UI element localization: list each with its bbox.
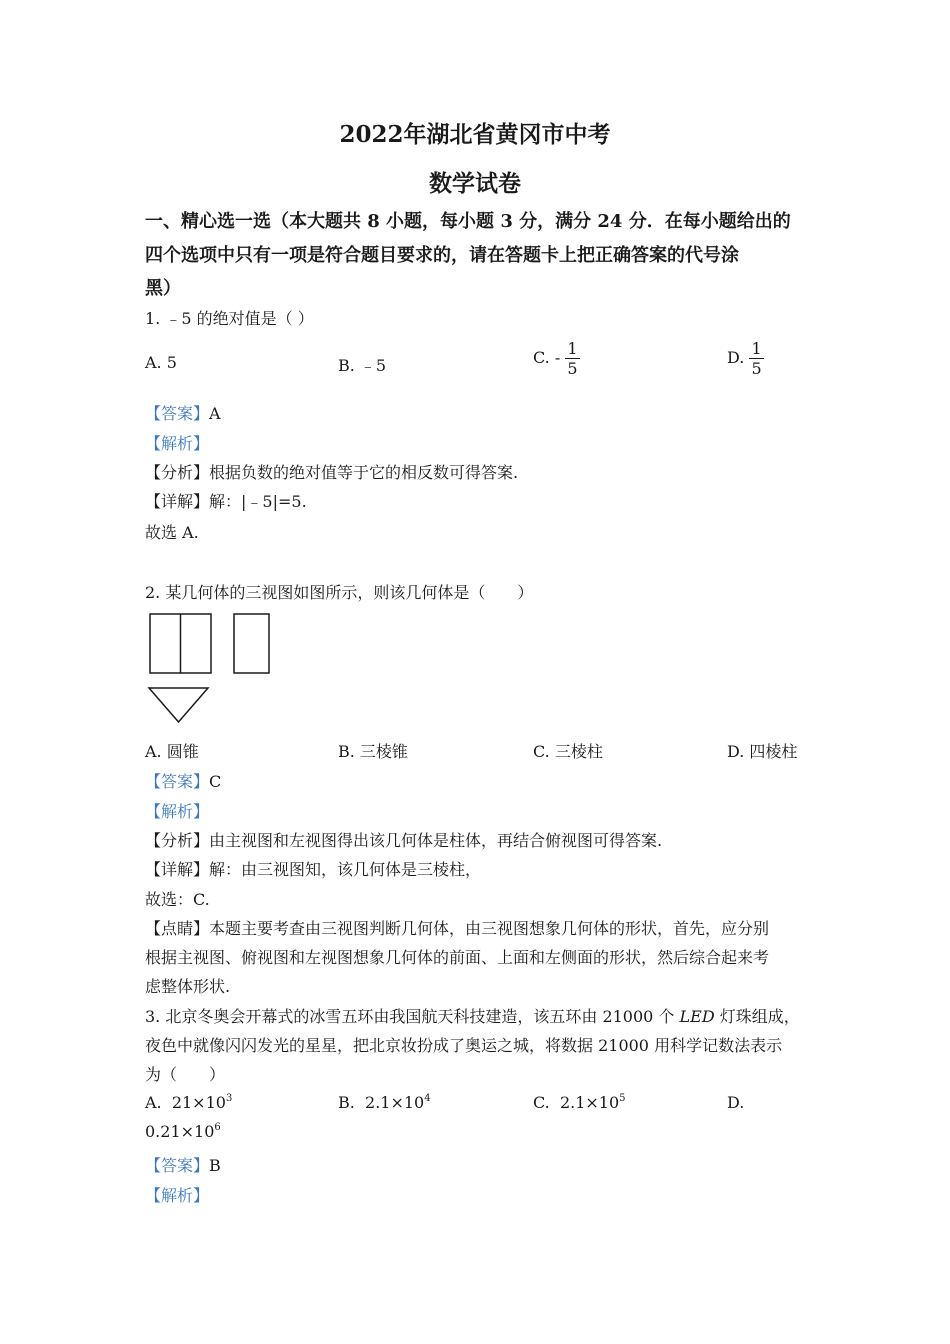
q3-jiexi-label: 【解析】: [145, 1186, 210, 1205]
section-heading-line-2: 四个选项中只有一项是符合题目要求的，请在答题卡上把正确答案的代号涂: [145, 245, 739, 266]
analysis-label: 【分析】: [145, 831, 210, 850]
section-heading-line-3: 黑）: [145, 278, 181, 299]
q3-option-c-exp: 5: [619, 1093, 626, 1104]
q1-option-d-numerator: 1: [751, 339, 762, 358]
q3-option-b: [338, 1093, 431, 1112]
q1-stem: 1. ﹣5 的绝对值是（ ）: [145, 309, 314, 328]
q1-answer-value: A: [209, 404, 221, 423]
answer-label: 【答案】: [145, 1156, 210, 1175]
q3-option-d-base: 0.21×10: [145, 1122, 215, 1141]
q1-option-d: [727, 339, 764, 378]
q3-answer: [145, 1153, 221, 1176]
q3-option-c-label: C.: [533, 1093, 550, 1112]
q3-option-a-base: 21×10: [171, 1093, 226, 1112]
q1-option-d-prefix: D.: [727, 348, 745, 367]
q1-option-c-fraction: [565, 339, 579, 378]
page-subtitle: 数学试卷: [429, 170, 521, 197]
detail-label: 【详解】: [145, 492, 210, 511]
analysis-label: 【分析】: [145, 463, 210, 482]
q2-comment-text-1: 本题主要考查由三视图判断几何体，由三视图想象几何体的形状，首先，应分别: [209, 919, 770, 938]
q1-analysis-text: 根据负数的绝对值等于它的相反数可得答案.: [209, 463, 519, 482]
q1-conclusion: 故选 A.: [145, 523, 199, 542]
answer-label: 【答案】: [145, 404, 210, 423]
q3-stem-line-3: 为（ ）: [145, 1065, 226, 1084]
q3-stem-line-2: 夜色中就像闪闪发光的星星，把北京妆扮成了奥运之城，将数据 21000 用科学记数法表示: [145, 1036, 783, 1055]
detail-label: 【详解】: [145, 860, 210, 879]
q3-option-d-label: D.: [727, 1093, 745, 1112]
side-view: [234, 614, 269, 673]
q3-option-b-exp: 4: [424, 1093, 431, 1104]
q2-detail: [145, 857, 481, 880]
q2-detail-text: 解：由三视图知，该几何体是三棱柱，: [209, 860, 482, 879]
q3-option-b-label: B.: [338, 1093, 355, 1112]
q1-option-c-numerator: 1: [567, 339, 578, 358]
q1-option-c-denominator: 5: [567, 359, 578, 378]
q1-analysis: [145, 460, 518, 483]
q2-option-a: A. 圆锥: [145, 742, 199, 761]
q2-answer: [145, 769, 221, 792]
q2-comment-line-2: 根据主视图、俯视图和左视图想象几何体的前面、上面和左侧面的形状，然后综合起来考: [145, 948, 770, 967]
q3-stem-line-1: [145, 1004, 800, 1027]
q2-analysis: [145, 828, 662, 851]
q3-stem-pre: 3. 北京冬奥会开幕式的冰雪五环由我国航天科技建造，该五环由 21000 个: [145, 1007, 680, 1026]
q3-option-c-base: 2.1×10: [559, 1093, 620, 1112]
q3-answer-value: B: [209, 1156, 221, 1175]
q1-detail: [145, 489, 307, 512]
q2-option-b: B. 三棱锥: [338, 742, 408, 761]
q2-option-c: C. 三棱柱: [533, 742, 603, 761]
q1-option-d-denominator: 5: [751, 359, 762, 378]
q1-option-c-prefix: C. -: [533, 348, 561, 367]
answer-label: 【答案】: [145, 772, 210, 791]
q2-conclusion: 故选：C.: [145, 890, 210, 909]
q1-option-b: B. ﹣5: [338, 356, 387, 375]
q2-option-d: D. 四棱柱: [727, 742, 798, 761]
q1-jiexi-label: 【解析】: [145, 434, 210, 453]
q3-option-a-exp: 3: [225, 1093, 233, 1104]
q1-option-d-fraction: [749, 339, 763, 378]
q1-answer: [145, 401, 221, 424]
q2-jiexi-label: 【解析】: [145, 802, 210, 821]
q3-option-c: [533, 1093, 626, 1112]
q2-comment-line-1: [145, 916, 769, 939]
page-title: 2022年湖北省黄冈市中考: [339, 121, 611, 148]
q2-answer-value: C: [209, 772, 222, 791]
q3-option-a: [145, 1093, 232, 1112]
q1-option-a: A. 5: [145, 353, 177, 372]
q2-comment-line-3: 虑整体形状.: [145, 977, 231, 996]
section-heading-line-1: 一、精心选一选（本大题共 8 小题，每小题 3 分，满分 24 分．在每小题给出的: [145, 211, 791, 232]
comment-label: 【点睛】: [145, 919, 210, 938]
q3-stem-post: 灯珠组成，: [714, 1007, 800, 1026]
three-view-figure: [140, 608, 280, 728]
q3-stem-led: LED: [679, 1007, 715, 1026]
q3-option-d-exp: 6: [214, 1122, 221, 1133]
q1-detail-text: 解：|﹣5|=5.: [209, 492, 307, 511]
q3-option-a-label: A.: [145, 1093, 162, 1112]
q3-option-d-value: [145, 1122, 221, 1141]
q2-stem: 2. 某几何体的三视图如图所示，则该几何体是（ ）: [145, 583, 534, 602]
q2-analysis-text: 由主视图和左视图得出该几何体是柱体，再结合俯视图可得答案.: [209, 831, 663, 850]
top-view: [149, 688, 208, 722]
q1-option-c: [533, 339, 580, 378]
q3-option-b-base: 2.1×10: [365, 1093, 425, 1112]
